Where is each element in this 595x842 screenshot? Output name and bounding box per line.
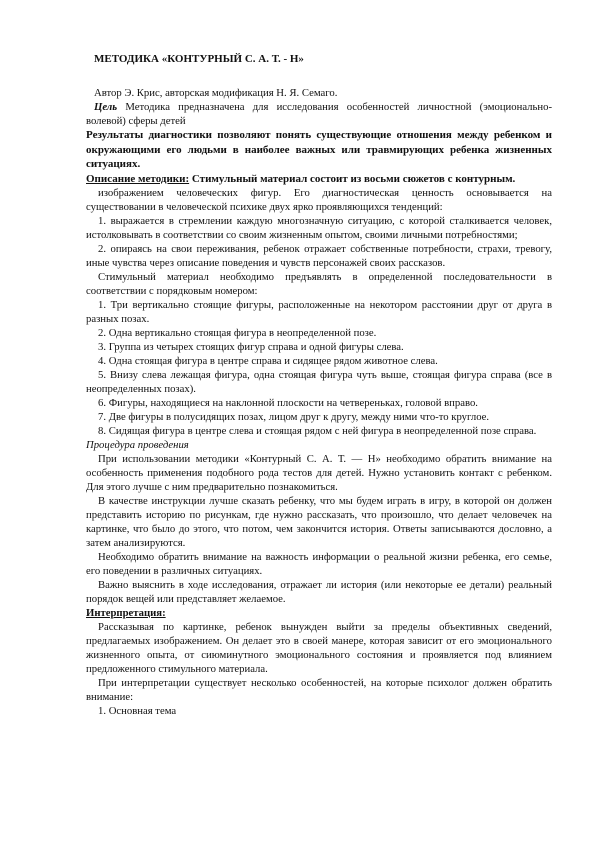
plot-item: 4. Одна стоящая фигура в центре справа и сидящее рядом животное слева. xyxy=(98,355,438,367)
page-title: МЕТОДИКА «КОНТУРНЫЙ С. А. Т. - Н» xyxy=(94,53,304,65)
plot-item: 8. Сидящая фигура в центре слева и стоящая рядом с ней фигура в неопределенной позе справа. xyxy=(98,425,537,437)
plot-item: 2. Одна вертикально стоящая фигура в неопределенной позе. xyxy=(98,327,377,339)
procedure-paragraph: В качестве инструкции лучше сказать ребенку, что мы будем играть в игру, в которой он должен представить историю по рисункам, где нужно рассказать, что произошло, что делает человечек на картинке, что было до этого, что потом, чем закончится история. Ответы записываются дословно, а затем анализируются. xyxy=(86,495,552,549)
goal-text: Методика предназначена для исследования особенностей личностной (эмоционально- волевой) сферы детей xyxy=(86,101,552,127)
interpretation-list-item: 1. Основная тема xyxy=(98,705,177,717)
author-line: Автор Э. Крис, авторская модификация Н. Я. Семаго. xyxy=(94,87,338,99)
plot-item: 6. Фигуры, находящиеся на наклонной плоскости на четвереньках, головой вправо. xyxy=(98,397,478,409)
plot-item: 1. Три вертикально стоящие фигуры, расположенные на некотором расстоянии друг от друга в разных позах. xyxy=(86,299,552,325)
procedure-heading: Процедура проведения xyxy=(86,439,189,451)
results-paragraph: Результаты диагностики позволяют понять существующие отношения между ребенком и окружающими его людьми в наиболее важных или травмирующих ребенка жизненных ситуациях. xyxy=(86,129,552,170)
tendency-item: 2. опираясь на свои переживания, ребенок отражает собственные потребности, страхи, тревогу, иные чувства через описание поведения и чувств персонажей своих рассказов. xyxy=(86,243,552,269)
goal-label: Цель xyxy=(94,101,118,113)
goal-paragraph xyxy=(86,100,552,128)
plot-item: 3. Группа из четырех стоящих фигур справа и одной фигуры слева. xyxy=(98,341,404,353)
plot-item: 7. Две фигуры в полусидящих позах, лицом друг к другу, между ними что-то круглое. xyxy=(98,411,490,423)
body-paragraph: Стимульный материал необходимо предъявлять в определенной последовательности в соответствии с порядковым номером: xyxy=(86,271,552,297)
interpretation-paragraph: Рассказывая по картинке, ребенок вынужден выйти за пределы объективных сведений, предлагаемых изображением. Он делает это в своей манере, которая зависит от его эмоционального жизненного опыта, от сиюминутного эмоционального состояния и проявляется под влиянием предложенного стимульного материала. xyxy=(86,621,552,675)
interpretation-paragraph: При интерпретации существует несколько особенностей, на которые психолог должен обратить внимание: xyxy=(86,677,552,703)
procedure-paragraph: Важно выяснить в ходе исследования, отражает ли история (или некоторые ее детали) реальный порядок вещей или представляет желаемое. xyxy=(86,579,552,605)
interpretation-heading: Интерпретация: xyxy=(86,607,166,619)
description-label: Описание методики: xyxy=(86,172,190,185)
document-body xyxy=(86,52,552,718)
procedure-paragraph: Необходимо обратить внимание на важность информации о реальной жизни ребенка, его семье, его поведении в различных ситуациях. xyxy=(86,551,552,577)
plot-item: 5. Внизу слева лежащая фигура, одна стоящая фигура чуть выше, стоящая фигура справа (все в неопределенных позах). xyxy=(86,369,552,395)
tendency-item: 1. выражается в стремлении каждую многозначную ситуацию, с которой сталкивается человек, истолковывать в соответствии со своим жизненным опытом, своими личными потребностями; xyxy=(86,215,552,241)
procedure-paragraph: При использовании методики «Контурный С. А. Т. — Н» необходимо обратить внимание на особенность применения подобного рода тестов для детей. Нужно установить контакт с ребенком. Для этого лучше с ним предварительно познакомиться. xyxy=(86,453,552,493)
body-paragraph: изображением человеческих фигур. Его диагностическая ценность основывается на существовании в человеческой психике двух ярко проявляющихся тенденций: xyxy=(86,187,552,213)
description-paragraph xyxy=(86,172,552,187)
description-text: Стимульный материал состоит из восьми сюжетов с контурным. xyxy=(189,172,516,185)
